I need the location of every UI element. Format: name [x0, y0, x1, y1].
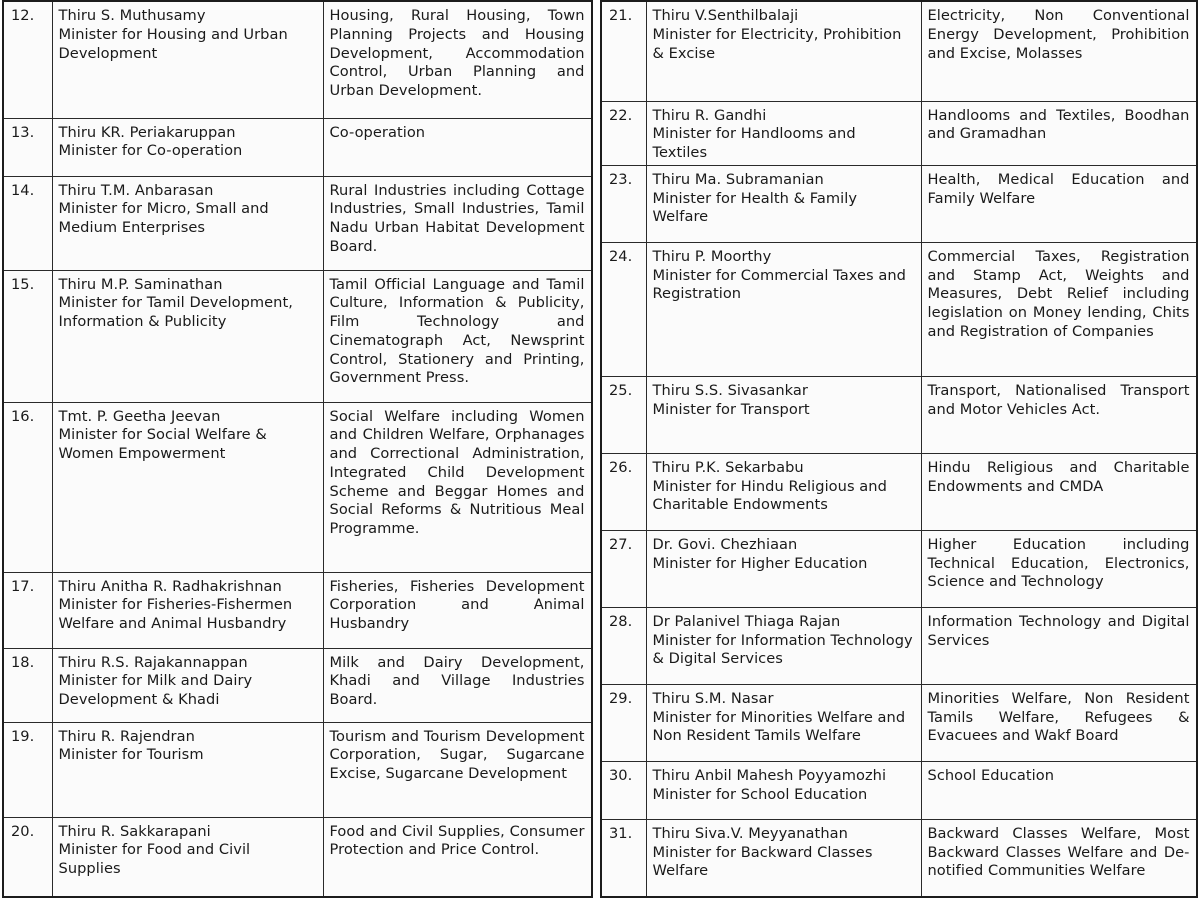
subjects-cell: Co-operation [323, 118, 591, 176]
table-row [4, 722, 591, 817]
minister-name: Thiru S. Muthusamy [58, 7, 206, 24]
row-number: 25. [602, 376, 646, 453]
row-number: 30. [602, 761, 646, 819]
table-row [4, 648, 591, 722]
minister-cell [646, 453, 921, 530]
minister-title: Minister for Co-operation [58, 142, 243, 160]
minister-cell [646, 2, 921, 101]
minister-name: Thiru KR. Periakaruppan [58, 123, 236, 141]
minister-cell [52, 817, 323, 896]
minister-title: Minister for School Education [652, 785, 868, 803]
table-row [602, 607, 1196, 684]
minister-name: Thiru Siva.V. Meyyanathan [652, 824, 848, 842]
minister-name: Thiru S.M. Nasar [652, 689, 774, 707]
minister-name: Thiru R. Rajendran [58, 727, 195, 745]
minister-name: Tmt. P. Geetha Jeevan [58, 407, 221, 425]
minister-title: Minister for Micro, Small and Medium Enterprises [58, 200, 269, 237]
minister-name: Thiru R. Sakkarapani [58, 822, 211, 840]
row-number: 19. [4, 722, 52, 817]
minister-cell [646, 684, 921, 761]
portfolio-table-right [602, 2, 1197, 898]
row-number: 21. [602, 2, 646, 101]
minister-cell [646, 101, 921, 165]
subjects-cell: School Education [921, 761, 1196, 819]
row-number: 14. [4, 176, 52, 270]
subjects-cell: Housing, Rural Housing, Town Planning Projects and Housing Development, Accommodation Control, Urban Planning and Urban Development. [323, 2, 591, 118]
minister-name: Thiru T.M. Anbarasan [58, 181, 214, 199]
minister-cell [52, 176, 323, 270]
minister-title: Minister for Health & Family Welfare [652, 189, 858, 226]
minister-name: Thiru Anbil Mahesh Poyyamozhi [652, 766, 887, 784]
table-row [4, 270, 591, 402]
minister-cell [52, 118, 323, 176]
minister-cell [646, 607, 921, 684]
table-row [602, 819, 1196, 898]
row-number: 28. [602, 607, 646, 684]
subjects-cell: Electricity, Non Conventional Energy Development, Prohibition and Excise, Molasses [921, 2, 1196, 101]
row-number: 13. [4, 118, 52, 176]
subjects-cell: Transport, Nationalised Transport and Motor Vehicles Act. [921, 376, 1196, 453]
subjects-cell: Food and Civil Supplies, Consumer Protection and Price Control. [323, 817, 591, 896]
subjects-cell: Higher Education including Technical Education, Electronics, Science and Technology [921, 530, 1196, 607]
portfolio-table-left [4, 2, 592, 897]
minister-name: Thiru Anitha R. Radhakrishnan [58, 577, 282, 595]
minister-cell [52, 402, 323, 572]
subjects-cell: Minorities Welfare, Non Resident Tamils Welfare, Refugees & Evacuees and Wakf Board [921, 684, 1196, 761]
subjects-cell: Handlooms and Textiles, Boodhan and Gramadhan [921, 101, 1196, 165]
subjects-cell: Milk and Dairy Development, Khadi and Village Industries Board. [323, 648, 591, 722]
row-number: 22. [602, 101, 646, 165]
minister-title: Minister for Backward Classes Welfare [652, 843, 873, 880]
table-row [4, 817, 591, 896]
minister-name: Thiru Ma. Subramanian [652, 170, 824, 188]
minister-name: Thiru R. Gandhi [652, 106, 767, 124]
minister-title: Minister for Hindu Religious and Charitable Endowments [652, 477, 887, 514]
left-page-panel [2, 0, 593, 898]
row-number: 24. [602, 242, 646, 376]
minister-cell [646, 530, 921, 607]
minister-title: Minister for Higher Education [652, 554, 868, 572]
minister-cell [52, 2, 323, 118]
row-number: 12. [4, 2, 52, 118]
minister-name: Thiru S.S. Sivasankar [652, 381, 808, 399]
subjects-cell: Hindu Religious and Charitable Endowments and CMDA [921, 453, 1196, 530]
minister-cell [52, 270, 323, 402]
subjects-cell: Tamil Official Language and Tamil Culture, Information & Publicity, Film Technology and Cinematograph Act, Newsprint Control, Stationery and Printing, Government Press. [323, 270, 591, 402]
minister-name: Dr Palanivel Thiaga Rajan [652, 612, 841, 630]
minister-title: Minister for Fisheries-Fishermen Welfare and Animal Husbandry [58, 596, 293, 633]
minister-title: Minister for Electricity, Prohibition & Excise [652, 25, 902, 62]
row-number: 15. [4, 270, 52, 402]
minister-cell [646, 376, 921, 453]
row-number: 18. [4, 648, 52, 722]
table-row [602, 101, 1196, 165]
table-row [602, 165, 1196, 242]
row-number: 29. [602, 684, 646, 761]
minister-title: Minister for Social Welfare & Women Empowerment [58, 426, 267, 463]
table-row [4, 118, 591, 176]
table-row [602, 2, 1196, 101]
minister-cell [52, 572, 323, 648]
subjects-cell: Social Welfare including Women and Children Welfare, Orphanages and Correctional Administration, Integrated Child Development Scheme and Beggar Homes and Social Reforms & Nutritious Meal Programme. [323, 402, 591, 572]
minister-name: Thiru V.Senthilbalaji [652, 7, 799, 24]
row-number: 23. [602, 165, 646, 242]
minister-cell [646, 819, 921, 898]
row-number: 26. [602, 453, 646, 530]
table-row [602, 453, 1196, 530]
page-gutter [593, 0, 600, 900]
minister-title: Minister for Milk and Dairy Development & Khadi [58, 672, 253, 709]
row-number: 31. [602, 819, 646, 898]
table-row [602, 761, 1196, 819]
table-row [4, 572, 591, 648]
minister-title: Minister for Tamil Development, Information & Publicity [58, 294, 293, 331]
subjects-cell: Backward Classes Welfare, Most Backward Classes Welfare and De-notified Communities Welfare [921, 819, 1196, 898]
table-row [602, 376, 1196, 453]
minister-cell [52, 648, 323, 722]
subjects-cell: Commercial Taxes, Registration and Stamp Act, Weights and Measures, Debt Relief including legislation on Money lending, Chits and Registration of Companies [921, 242, 1196, 376]
minister-title: Minister for Handlooms and Textiles [652, 125, 856, 162]
table-row [4, 176, 591, 270]
minister-title: Minister for Minorities Welfare and Non Resident Tamils Welfare [652, 708, 906, 745]
subjects-cell: Tourism and Tourism Development Corporation, Sugar, Sugarcane Excise, Sugarcane Development [323, 722, 591, 817]
subjects-cell: Fisheries, Fisheries Development Corporation and Animal Husbandry [323, 572, 591, 648]
minister-title: Minister for Transport [652, 400, 810, 418]
minister-cell [646, 165, 921, 242]
minister-cell [646, 761, 921, 819]
minister-name: Thiru P. Moorthy [652, 247, 772, 265]
table-row [602, 530, 1196, 607]
table-row [4, 2, 591, 118]
minister-name: Dr. Govi. Chezhiaan [652, 535, 798, 553]
row-number: 20. [4, 817, 52, 896]
subjects-cell: Rural Industries including Cottage Industries, Small Industries, Tamil Nadu Urban Habitat Development Board. [323, 176, 591, 270]
minister-title: Minister for Food and Civil Supplies [58, 841, 251, 878]
minister-cell [646, 242, 921, 376]
subjects-cell: Health, Medical Education and Family Welfare [921, 165, 1196, 242]
minister-title: Minister for Commercial Taxes and Registration [652, 266, 906, 303]
table-row [602, 242, 1196, 376]
minister-title: Minister for Information Technology & Digital Services [652, 631, 913, 668]
table-row [602, 684, 1196, 761]
minister-title: Minister for Housing and Urban Development [58, 25, 288, 62]
minister-name: Thiru M.P. Saminathan [58, 275, 223, 293]
minister-name: Thiru R.S. Rajakannappan [58, 653, 248, 671]
right-page-panel [600, 0, 1198, 898]
minister-name: Thiru P.K. Sekarbabu [652, 458, 804, 476]
row-number: 27. [602, 530, 646, 607]
table-row [4, 402, 591, 572]
row-number: 17. [4, 572, 52, 648]
minister-cell [52, 722, 323, 817]
subjects-cell: Information Technology and Digital Services [921, 607, 1196, 684]
minister-title: Minister for Tourism [58, 746, 204, 764]
row-number: 16. [4, 402, 52, 572]
